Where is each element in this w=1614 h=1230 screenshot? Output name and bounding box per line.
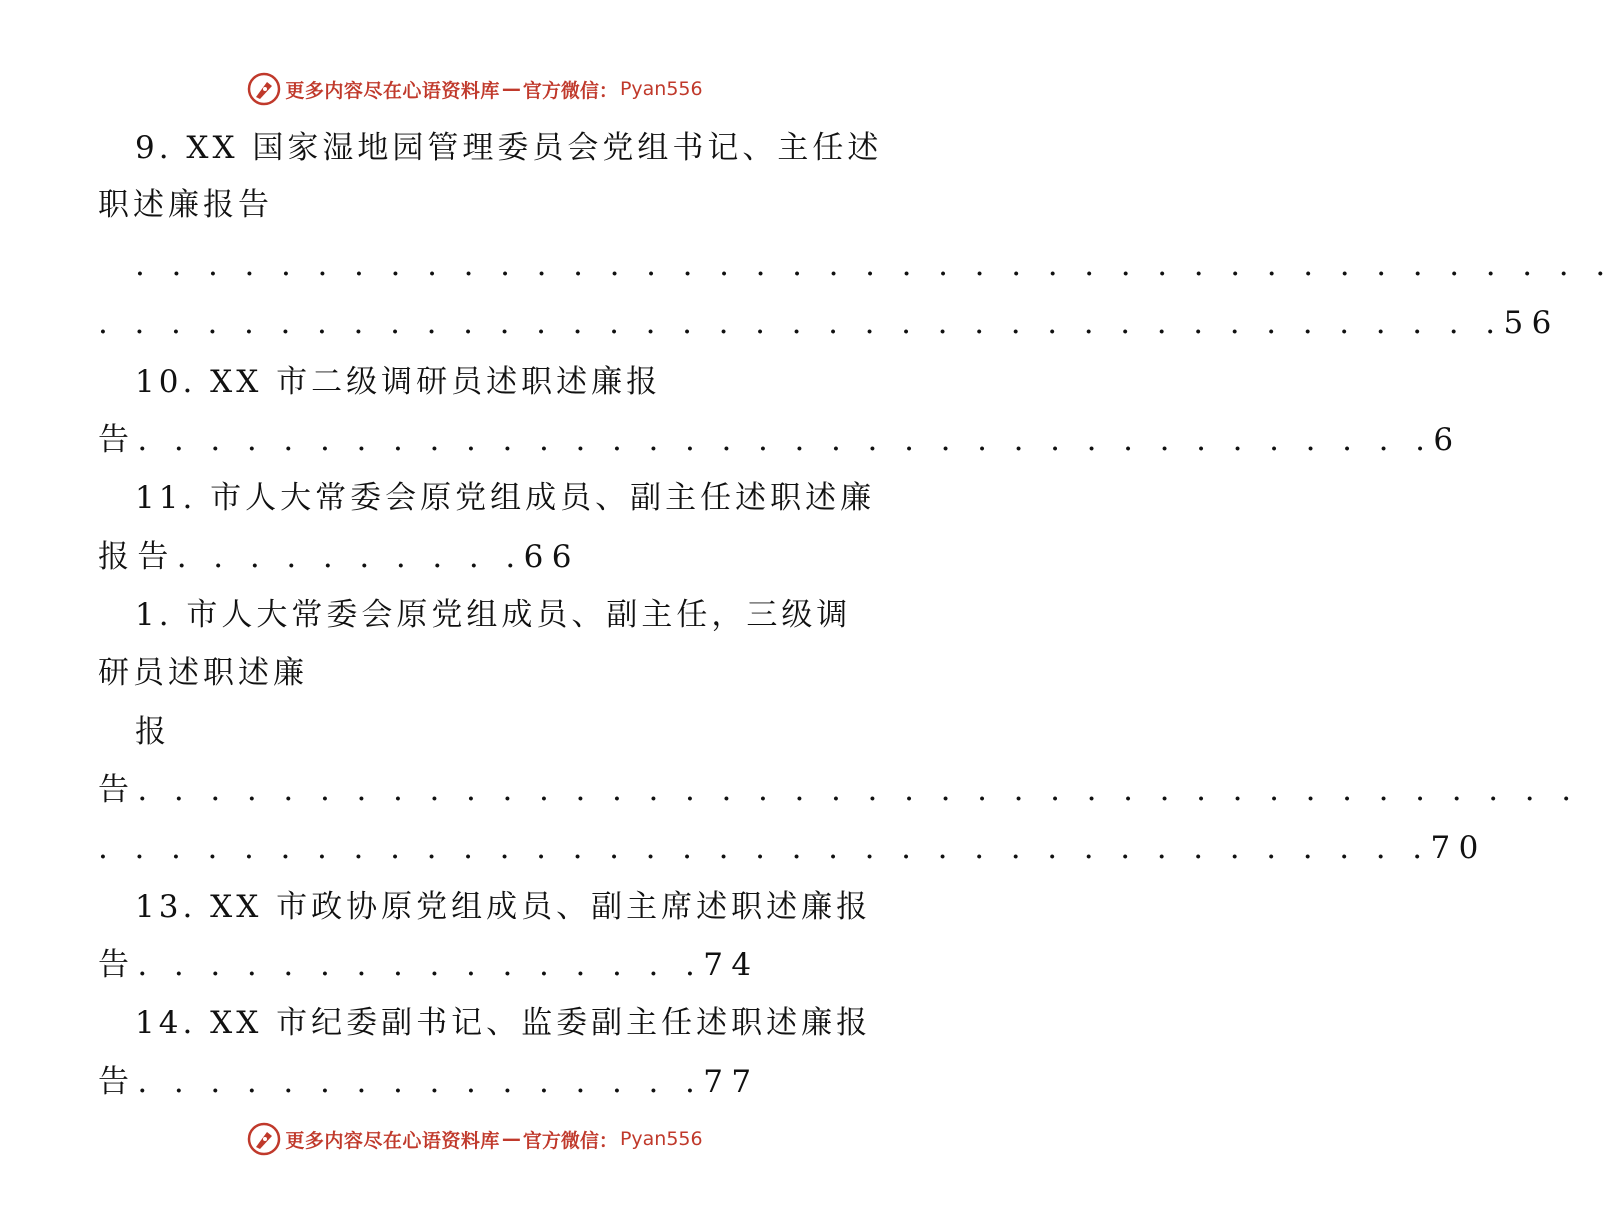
pen-nib-circle-icon xyxy=(247,1122,281,1156)
toc-line: 职述廉报告 xyxy=(98,187,273,223)
toc-line: 报告. . . . . . . . . .66 xyxy=(98,539,580,575)
pen-nib-circle-icon xyxy=(247,72,281,106)
toc-line: 11. 市人大常委会原党组成员、副主任述职述廉 xyxy=(135,480,876,516)
toc-line: 14. XX 市纪委副书记、监委副主任述职述廉报 xyxy=(135,1005,872,1041)
toc-line: 告. . . . . . . . . . . . . . . .77 xyxy=(98,1064,760,1100)
toc-line: 告. . . . . . . . . . . . . . . . . . . . . . . . . . . . . . . . . . . .6 xyxy=(98,422,1462,458)
header-banner xyxy=(0,72,950,106)
toc-line: . . . . . . . . . . . . . . . . . . . . . . . . . . . . . . . . . . . . . . .56 xyxy=(98,305,1560,341)
toc-line: 13. XX 市政协原党组成员、副主席述职述廉报 xyxy=(135,889,872,925)
toc-line: . . . . . . . . . . . . . . . . . . . . . . . . . . . . . . . . . . . . .70 xyxy=(98,830,1487,866)
wechat-id: Pyan556 xyxy=(619,1128,703,1150)
wechat-id: Pyan556 xyxy=(619,78,703,100)
toc-line: 告. . . . . . . . . . . . . . . .74 xyxy=(98,947,760,983)
toc-line: 10. XX 市二级调研员述职述廉报 xyxy=(135,364,662,400)
toc-line: . . . . . . . . . . . . . . . . . . . . . . . . . . . . . . . . . . . . . . . . . xyxy=(135,247,1614,283)
brand-text: 更多内容尽在心语资料库 xyxy=(285,79,500,102)
banner-dash: — xyxy=(501,78,521,100)
banner-dash: — xyxy=(501,1128,521,1150)
official-label: 官方微信： xyxy=(522,1129,618,1152)
footer-banner xyxy=(0,1122,950,1156)
toc-line: 报 xyxy=(135,714,170,750)
toc-line: 研员述职述廉 xyxy=(98,655,308,691)
toc-line: 告. . . . . . . . . . . . . . . . . . . . . . . . . . . . . . . . . . . . . . . . xyxy=(98,772,1580,808)
toc-line: 9. XX 国家湿地园管理委员会党组书记、主任述 xyxy=(135,130,883,166)
brand-text: 更多内容尽在心语资料库 xyxy=(285,1129,500,1152)
toc-line: 1. 市人大常委会原党组成员、副主任，三级调 xyxy=(135,597,852,633)
official-label: 官方微信： xyxy=(522,79,618,102)
